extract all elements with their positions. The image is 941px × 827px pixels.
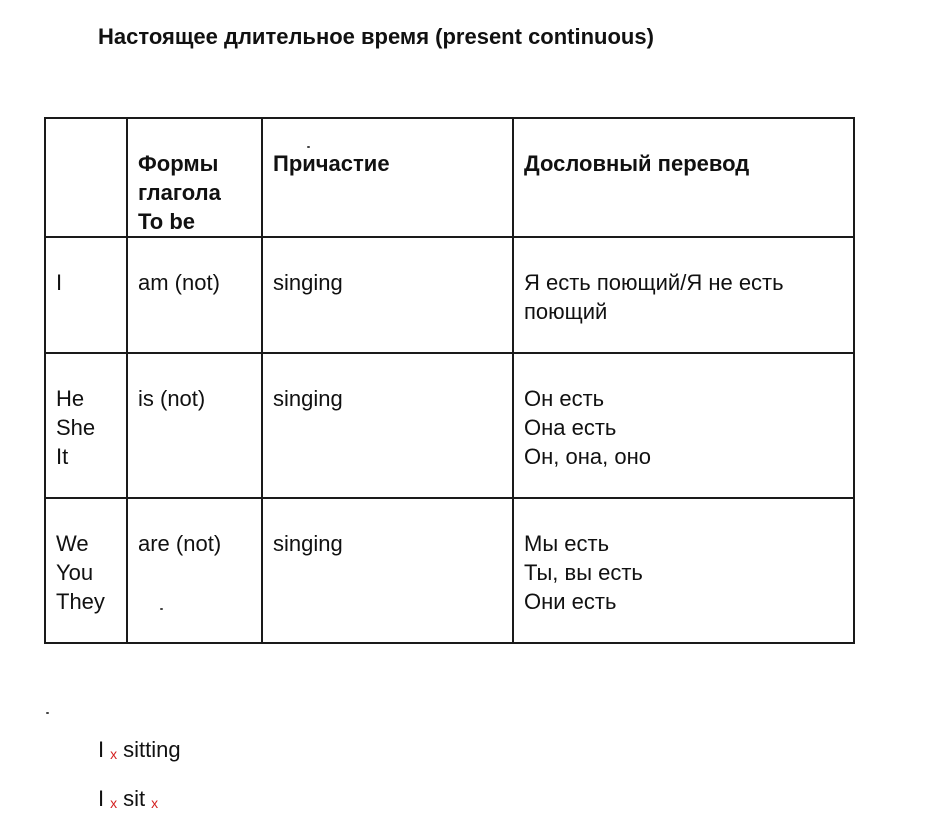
header-verb-forms-line: глагола — [138, 180, 221, 205]
header-pronoun — [45, 118, 127, 237]
error-mark: x — [151, 795, 159, 811]
scan-speck — [307, 146, 310, 148]
pronoun-cell — [45, 498, 127, 643]
header-verb-forms-line: Формы — [138, 151, 219, 176]
participle-cell: singing — [262, 237, 513, 353]
pronoun-cell — [45, 237, 127, 353]
translation-line: Ты, вы есть — [524, 560, 643, 585]
header-translation: Дословный перевод — [513, 118, 854, 237]
translation-cell — [513, 353, 854, 498]
page-title: Настоящее длительное время (present continuous) — [98, 24, 654, 49]
pronoun-cell — [45, 353, 127, 498]
example-subject: I — [98, 737, 105, 762]
example-verb: sitting — [123, 737, 181, 762]
table-row — [45, 498, 854, 643]
table-row — [45, 353, 854, 498]
participle-cell: singing — [262, 353, 513, 498]
error-mark: x — [110, 795, 118, 811]
table-header-row — [45, 118, 854, 237]
translation-line: Они есть — [524, 589, 617, 614]
pronoun: He — [56, 386, 85, 411]
scan-speck — [46, 712, 49, 714]
table-row — [45, 237, 854, 353]
example-line — [98, 737, 181, 763]
translation-cell — [513, 498, 854, 643]
grammar-table — [44, 117, 855, 644]
pronoun: I — [56, 270, 63, 295]
pronoun: They — [56, 589, 105, 614]
pronoun: It — [56, 444, 69, 469]
verb-form-cell: am (not) — [127, 237, 262, 353]
translation-line: Он, она, оно — [524, 444, 651, 469]
error-mark: x — [110, 746, 118, 762]
header-participle: Причастие — [262, 118, 513, 237]
participle-cell: singing — [262, 498, 513, 643]
translation-line: Она есть — [524, 415, 617, 440]
example-subject: I — [98, 786, 105, 811]
scan-speck — [160, 608, 163, 610]
pronoun: We — [56, 531, 89, 556]
translation-cell — [513, 237, 854, 353]
verb-form-cell: is (not) — [127, 353, 262, 498]
translation-line: Я есть поющий/Я не есть — [524, 270, 784, 295]
translation-line: поющий — [524, 299, 608, 324]
pronoun: You — [56, 560, 94, 585]
translation-line: Мы есть — [524, 531, 610, 556]
example-line — [98, 786, 164, 812]
translation-line: Он есть — [524, 386, 605, 411]
header-verb-forms-line: To be — [138, 209, 196, 234]
example-verb: sit — [123, 786, 146, 811]
header-verb-forms — [127, 118, 262, 237]
verb-form-cell: are (not) — [127, 498, 262, 643]
pronoun: She — [56, 415, 96, 440]
